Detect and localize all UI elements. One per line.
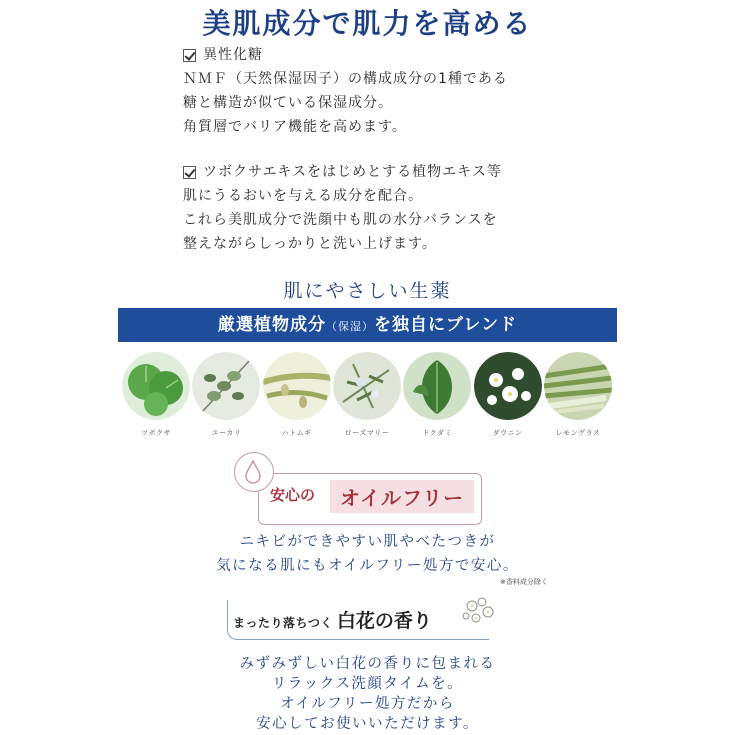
centella-leaf-icon (122, 352, 190, 420)
rosemary-icon (333, 352, 401, 420)
scent-line: リラックス洗顔タイムを。 (271, 676, 464, 692)
plant-item (192, 352, 260, 438)
oil-free-note: ※香料成分除く (500, 578, 548, 586)
plant-item (474, 352, 542, 438)
oil-free-highlight: オイルフリー (330, 480, 474, 513)
benefit-line: これら美肌成分で洗顔中も肌の水分バランスを (183, 212, 498, 228)
water-drop-icon (234, 452, 274, 492)
blend-banner-tail: を独自にブレンド (374, 315, 517, 335)
plant-item (403, 352, 471, 438)
benefit-line: ＮＭＦ（天然保湿因子）の構成成分の1種である (183, 71, 508, 87)
benefit-heading: 異性化糖 (203, 47, 263, 63)
benefit-heading-row (183, 43, 603, 67)
plant-item (263, 352, 331, 438)
benefit-plant-extracts (183, 160, 603, 256)
oil-free-line: ニキビができやすい肌やべたつきが (239, 534, 496, 550)
benefit-line: 糖と構造が似ている保湿成分。 (183, 95, 393, 111)
herbal-heading: 肌にやさしい生薬 (283, 280, 452, 302)
job-tears-icon (263, 352, 331, 420)
oil-free-label: 安心の (270, 486, 316, 504)
plant-label: ハトムギ (281, 429, 312, 437)
scent-heading: 白花の香り (336, 610, 432, 632)
benefit-heading: ツボクサエキスをはじめとする植物エキス等 (203, 164, 502, 180)
plant-item (544, 352, 612, 438)
plant-label: ツボクサ (141, 429, 171, 437)
plant-list (122, 352, 612, 438)
page-title: 美肌成分で肌力を高める (202, 7, 533, 40)
plant-item (333, 352, 401, 438)
benefit-line: 整えながらしっかりと洗い上げます。 (183, 236, 437, 252)
scent-line: 安心してお使いいただけます。 (256, 716, 479, 732)
flower-cluster-icon (460, 594, 500, 634)
blend-banner-main: 厳選植物成分 (218, 315, 327, 335)
benefit-line: 角質層でバリア機能を高めます。 (183, 119, 407, 135)
blend-banner (118, 308, 617, 342)
plant-label: ユーカリ (211, 429, 242, 437)
plant-label: ドクダミ (422, 429, 453, 437)
benefit-heading-row (183, 160, 603, 184)
scent-line: オイルフリー処方だから (280, 696, 455, 712)
plant-label: レモングラス (555, 429, 601, 437)
lemongrass-icon (544, 352, 612, 420)
oil-free-line: 気になる肌にもオイルフリー処方で安心。 (216, 558, 519, 574)
benefit-isomerized-sugar (183, 43, 603, 139)
eucalyptus-leaf-icon (192, 352, 260, 420)
dokudami-leaf-icon (403, 352, 471, 420)
scent-title (233, 606, 432, 633)
blend-banner-paren: （保湿） (326, 320, 375, 333)
scent-line: みずみずしい白花の香りに包まれる (239, 656, 496, 672)
scent-subtitle: まったり落ちつく (233, 616, 333, 630)
benefit-line: 肌にうるおいを与える成分を配合。 (183, 188, 423, 204)
plant-label: ダウニン (492, 429, 523, 437)
checkbox-icon (183, 49, 196, 62)
scent-description (0, 654, 735, 734)
checkbox-icon (183, 166, 196, 179)
white-flower-icon (474, 352, 542, 420)
plant-item (122, 352, 190, 438)
plant-label: ローズマリー (344, 429, 390, 437)
